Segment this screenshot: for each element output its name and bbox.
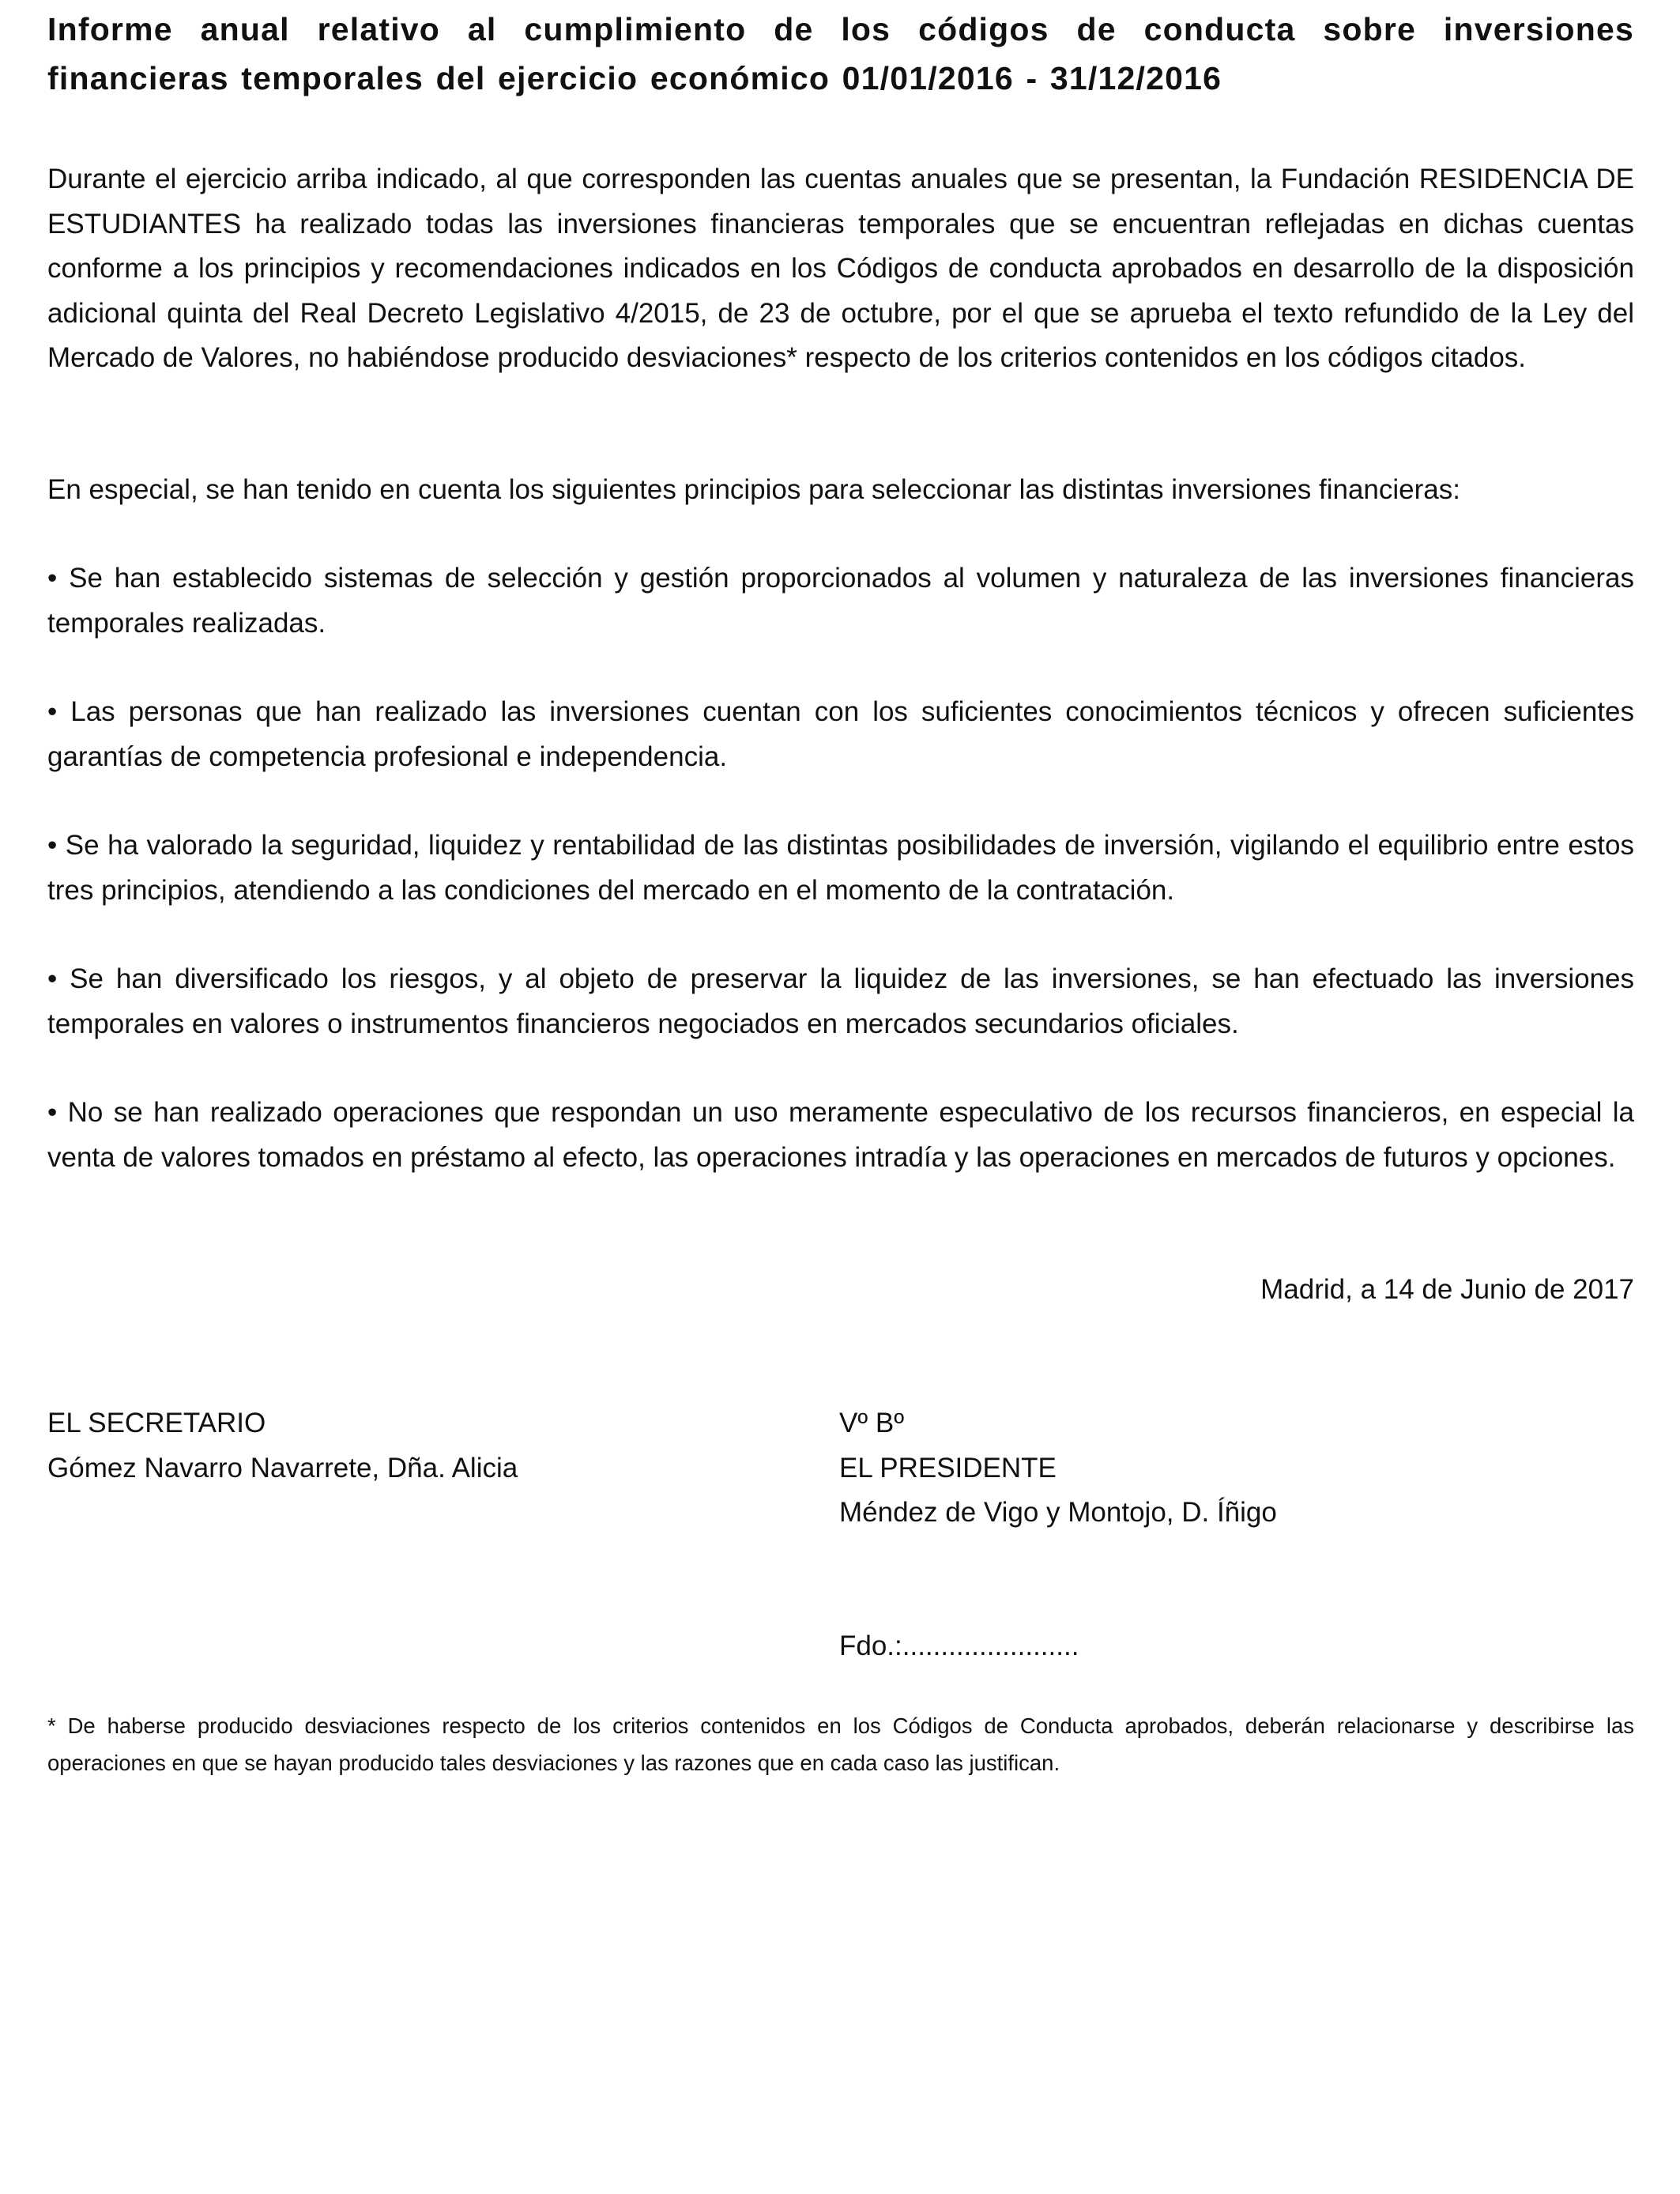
bullet-item: • No se han realizado operaciones que respondan un uso meramente especulativo de los recursos financieros, en especial la venta de valores tomados en préstamo al efecto, las operaciones intradía y las operaciones en mercados de futuros y opciones. bbox=[47, 1097, 1634, 1173]
principles-intro: En especial, se han tenido en cuenta los siguientes principios para seleccionar las distintas inversiones financieras: bbox=[47, 474, 1460, 505]
footnote: * De haberse producido desviaciones respecto de los criterios contenidos en los Códigos de Conducta aprobados, deberán relacionarse y describirse las operaciones en que se hayan producido tales desviaciones y las razones que en cada caso las justifican. bbox=[47, 1713, 1634, 1775]
president-role: EL PRESIDENTE bbox=[839, 1452, 1057, 1483]
intro-paragraph: Durante el ejercicio arriba indicado, al que corresponden las cuentas anuales que se presentan, la Fundación RESIDENCIA DE ESTUDIANTES ha realizado todas las inversiones financieras temporales que se encuentran reflejadas en dichas cuentas conforme a los principios y recomendaciones indicados en los Códigos de conducta aprobados en desarrollo de la disposición adicional quinta del Real Decreto Legislativo 4/2015, de 23 de octubre, por el que se aprueba el texto refundido de la Ley del Mercado de Valores, no habiéndose producido desviaciones* respecto de los criterios contenidos en los códigos citados. bbox=[47, 164, 1634, 373]
approval-mark: Vº Bº bbox=[839, 1408, 904, 1438]
secretary-role: EL SECRETARIO bbox=[47, 1408, 266, 1438]
document-title: Informe anual relativo al cumplimiento de los códigos de conducta sobre inversiones financieras temporales del ejercicio económico 01/01/2016 - 31/12/2016 bbox=[47, 11, 1634, 96]
signature-line: Fdo.:....................... bbox=[839, 1630, 1079, 1661]
place-and-date: Madrid, a 14 de Junio de 2017 bbox=[1260, 1274, 1634, 1305]
bullet-item: • Se ha valorado la seguridad, liquidez y rentabilidad de las distintas posibilidades de inversión, vigilando el equilibrio entre estos tres principios, atendiendo a las condiciones del mercado en el momento de la contratación. bbox=[47, 830, 1634, 906]
president-name: Méndez de Vigo y Montojo, D. Íñigo bbox=[839, 1497, 1277, 1528]
bullet-item: • Se han establecido sistemas de selección y gestión proporcionados al volumen y naturaleza de las inversiones financieras temporales realizadas. bbox=[47, 563, 1634, 639]
president-block bbox=[839, 1401, 1277, 1536]
bullet-item: • Se han diversificado los riesgos, y al objeto de preservar la liquidez de las inversiones, se han efectuado las inversiones temporales en valores o instrumentos financieros negociados en mercados secundarios oficiales. bbox=[47, 963, 1634, 1039]
secretary-block bbox=[47, 1401, 518, 1491]
bullet-item: • Las personas que han realizado las inversiones cuentan con los suficientes conocimientos técnicos y ofrecen suficientes garantías de competencia profesional e independencia. bbox=[47, 696, 1634, 772]
secretary-name: Gómez Navarro Navarrete, Dña. Alicia bbox=[47, 1452, 518, 1483]
